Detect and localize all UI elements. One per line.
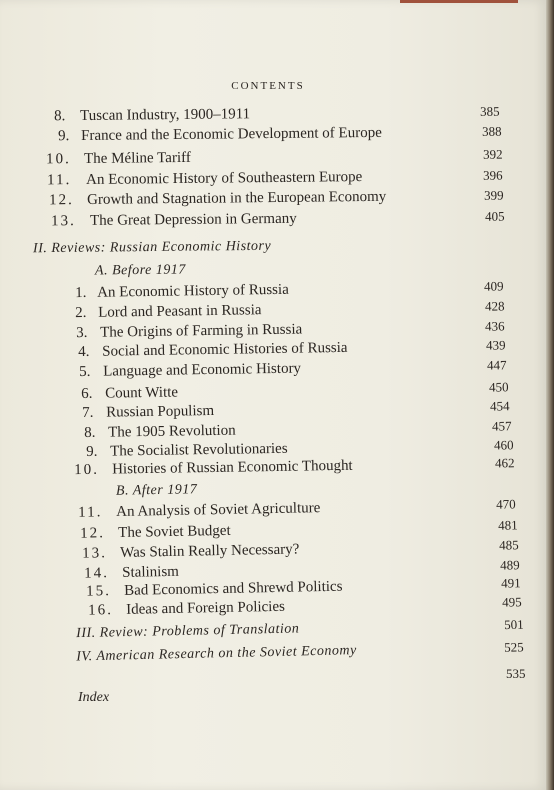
entry-title: The 1905 Revolution (108, 422, 236, 441)
index-label: Index (78, 690, 110, 705)
entry-page: 495 (501, 594, 522, 610)
entry-title: Count Witte (105, 384, 179, 402)
entry-title: Histories of Russian Economic Thought (112, 457, 353, 478)
entry-page: 460 (493, 437, 514, 453)
entry-number: 11. (47, 172, 72, 189)
entry-number: 5. (79, 363, 91, 381)
entry-page: 481 (497, 517, 518, 533)
entry-title: Russian Populism (106, 402, 215, 421)
entry-title: The Socialist Revolutionaries (110, 440, 288, 460)
entry-title: Ideas and Foreign Policies (126, 598, 286, 618)
entry-page: 428 (484, 298, 505, 314)
entry-title: France and the Economic Development of Europe (81, 124, 382, 145)
entry-title: Social and Economic Histories of Russia (102, 339, 348, 360)
entry-page: 399 (483, 187, 504, 203)
entry-title: An Economic History of Southeastern Europe (86, 169, 363, 188)
entry-page: 439 (485, 337, 506, 353)
entry-title: The Méline Tariff (84, 149, 191, 167)
entry-page: 535 (506, 666, 526, 681)
entry-number: 16. (88, 602, 114, 619)
bookmark-tab (400, 0, 518, 3)
entry-title: The Soviet Budget (118, 522, 231, 541)
entry-page: 436 (484, 318, 505, 334)
entry-title: Was Stalin Really Necessary? (120, 541, 300, 561)
entry-page: 491 (500, 575, 521, 591)
entry-number: 7. (82, 404, 94, 422)
entry-number: 2. (75, 304, 87, 322)
entry-page: 501 (503, 616, 524, 633)
entry-number: 9. (58, 128, 70, 145)
subsection-heading: A. Before 1917 (94, 262, 186, 279)
entry-page: 485 (498, 537, 519, 553)
entry-number: 12. (80, 525, 106, 542)
entry-page: 392 (482, 146, 503, 162)
entry-number: 8. (54, 108, 66, 125)
entry-page: 462 (494, 455, 515, 471)
contents-heading: CONTENTS (231, 80, 305, 92)
entry-page: 388 (481, 123, 502, 139)
entry-title: Language and Economic History (103, 360, 302, 380)
entry-number: 8. (84, 424, 96, 441)
entry-number: 4. (78, 343, 90, 361)
entry-page: 457 (491, 418, 512, 434)
entry-number: 13. (51, 213, 76, 230)
entry-number: 15. (86, 583, 112, 600)
entry-page: 454 (489, 398, 510, 414)
section-heading: II. Reviews: Russian Economic History (32, 238, 272, 257)
entry-title: Lord and Peasant in Russia (98, 302, 262, 321)
entry-title: Bad Economics and Shrewd Politics (124, 578, 343, 599)
section-heading: III. Review: Problems of Translation (76, 621, 300, 642)
entry-number: 1. (75, 284, 87, 302)
entry-number: 11. (78, 504, 103, 521)
entry-page: 385 (479, 103, 500, 119)
entry-page: 405 (484, 208, 505, 224)
entry-page: 470 (495, 496, 516, 512)
entry-number: 14. (84, 565, 110, 582)
entry-number: 10. (74, 461, 100, 479)
entry-page: 450 (488, 379, 509, 395)
entry-page: 396 (482, 167, 503, 183)
entry-page: 409 (483, 278, 504, 294)
entry-number: 12. (49, 192, 74, 209)
entry-title: The Great Depression in Germany (90, 210, 297, 229)
entry-number: 3. (76, 324, 88, 342)
entry-page: 489 (499, 557, 520, 573)
entry-page: 525 (503, 639, 524, 655)
entry-number: 10. (46, 151, 71, 168)
entry-title: Tuscan Industry, 1900–1911 (80, 106, 251, 125)
subsection-heading: B. After 1917 (115, 482, 198, 499)
entry-title: An Analysis of Soviet Agriculture (116, 500, 321, 521)
entry-title: Stalinism (122, 563, 180, 581)
entry-title: An Economic History of Russia (97, 281, 289, 301)
section-heading: IV. American Research on the Soviet Economy (76, 643, 357, 665)
entry-title: The Origins of Farming in Russia (100, 321, 303, 341)
entry-title: Growth and Stagnation in the European Economy (87, 188, 387, 208)
entry-number: 9. (86, 443, 98, 460)
entry-page: 447 (486, 357, 507, 373)
page-edge (546, 0, 554, 790)
entry-number: 13. (82, 545, 108, 562)
entry-number: 6. (81, 385, 93, 403)
